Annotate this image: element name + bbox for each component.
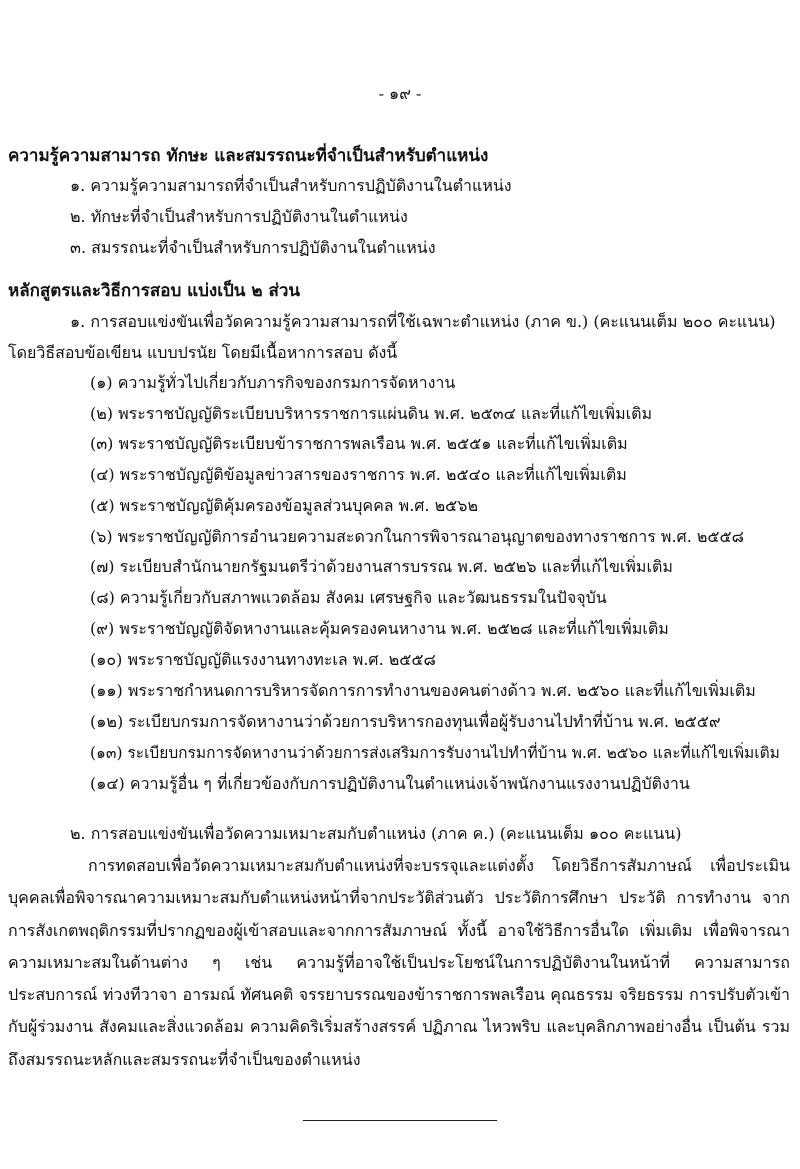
exam-part1-title: ๑. การสอบแข่งขันเพื่อวัดความรู้ความสามารถที่ใช้เฉพาะตำแหน่ง (ภาค ข.) (คะแนนเต็ม ๒๐๐ คะแนน)	[70, 312, 776, 331]
section-heading-competencies: ความรู้ความสามารถ ทักษะ และสมรรถนะที่จำเป็นสำหรับตำแหน่ง	[8, 146, 489, 166]
competency-item: ๒. ทักษะที่จำเป็นสำหรับการปฏิบัติงานในตำแหน่ง	[70, 207, 408, 226]
exam-topic: (๕) พระราชบัญญัติคุ้มครองข้อมูลส่วนบุคคล พ.ศ. ๒๕๖๒	[90, 496, 478, 515]
exam-topic: (๑๓) ระเบียบกรมการจัดหางานว่าด้วยการส่งเสริมการรับงานไปทำที่บ้าน พ.ศ. ๒๕๖๐ และที่แก้ไขเพิ่มเติม	[90, 744, 780, 762]
exam-topic: (๑๔) ความรู้อื่น ๆ ที่เกี่ยวข้องกับการปฏิบัติงานในตำแหน่งเจ้าพนักงานแรงงานปฏิบัติงาน	[90, 774, 690, 793]
exam-topic: (๖) พระราชบัญญัติการอำนวยความสะดวกในการพิจารณาอนุญาตของทางราชการ พ.ศ. ๒๕๕๘	[90, 527, 744, 546]
competency-item: ๑. ความรู้ความสามารถที่จำเป็นสำหรับการปฏิบัติงานในตำแหน่ง	[70, 176, 512, 195]
section-heading-exam: หลักสูตรและวิธีการสอบ แบ่งเป็น ๒ ส่วน	[8, 281, 301, 301]
exam-topic: (๗) ระเบียบสำนักนายกรัฐมนตรีว่าด้วยงานสารบรรณ พ.ศ. ๒๕๒๖ และที่แก้ไขเพิ่มเติม	[90, 557, 673, 576]
exam-topic: (๘) ความรู้เกี่ยวกับสภาพแวดล้อม สังคม เศรษฐกิจ และวัฒนธรรมในปัจจุบัน	[90, 588, 607, 607]
end-divider	[303, 1120, 497, 1121]
exam-part1-method: โดยวิธีสอบข้อเขียน แบบปรนัย โดยมีเนื้อหาการสอบ ดังนี้	[8, 343, 398, 362]
page-number: - ๑๙ -	[378, 84, 422, 103]
exam-topic: (๑๒) ระเบียบกรมการจัดหางานว่าด้วยการบริหารกองทุนเพื่อผู้รับงานไปทำที่บ้าน พ.ศ. ๒๕๕๙	[90, 712, 721, 731]
exam-topic: (๑) ความรู้ทั่วไปเกี่ยวกับภารกิจของกรมการจัดหางาน	[90, 373, 456, 392]
exam-topic: (๑๐) พระราชบัญญัติแรงงานทางทะเล พ.ศ. ๒๕๕๘	[90, 650, 436, 669]
exam-topic: (๙) พระราชบัญญัติจัดหางานและคุ้มครองคนหางาน พ.ศ. ๒๕๒๘ และที่แก้ไขเพิ่มเติม	[90, 619, 669, 638]
exam-part2-paragraph: การทดสอบเพื่อวัดความเหมาะสมกับตำแหน่งที่จะบรรจุและแต่งตั้ง โดยวิธีการสัมภาษณ์ เพื่อประเมินบุคคลเพื่อพิจารณาความเหมาะสมกับตำแหน่งหน้าที่จากประวัติส่วนตัว ประวัติการศึกษา ประวัติ การทำงาน จากการสังเกตพฤติกรรมที่ปรากฏของผู้เข้าสอบและจากการสัมภาษณ์ ทั้งนี้ อาจใช้วิธีการอื่นใด เพิ่มเติม เพื่อพิจารณาความเหมาะสมในด้านต่าง ๆ เช่น ความรู้ที่อาจใช้เป็นประโยชน์ในการปฏิบัติงานในหน้าที่ ความสามารถ ประสบการณ์ ท่วงทีวาจา อารมณ์ ทัศนคติ จรรยาบรรณของข้าราชการพลเรือน คุณธรรม จริยธรรม การปรับตัวเข้ากับผู้ร่วมงาน สังคมและสิ่งแวดล้อม ความคิดริเริ่มสร้างสรรค์ ปฏิภาณ ไหวพริบ และบุคลิกภาพอย่างอื่น เป็นต้น รวมถึงสมรรถนะหลักและสมรรถนะที่จำเป็นของตำแหน่ง	[8, 856, 790, 1069]
exam-topic: (๓) พระราชบัญญัติระเบียบข้าราชการพลเรือน พ.ศ. ๒๕๕๑ และที่แก้ไขเพิ่มเติม	[90, 434, 628, 453]
exam-topic: (๔) พระราชบัญญัติข้อมูลข่าวสารของราชการ พ.ศ. ๒๕๔๐ และที่แก้ไขเพิ่มเติม	[90, 465, 627, 484]
competency-item: ๓. สมรรถนะที่จำเป็นสำหรับการปฏิบัติงานในตำแหน่ง	[70, 238, 436, 257]
exam-topic: (๑๑) พระราชกำหนดการบริหารจัดการการทำงานของคนต่างด้าว พ.ศ. ๒๕๖๐ และที่แก้ไขเพิ่มเติม	[90, 681, 756, 700]
exam-topic: (๒) พระราชบัญญัติระเบียบบริหารราชการแผ่นดิน พ.ศ. ๒๕๓๔ และที่แก้ไขเพิ่มเติม	[90, 404, 653, 423]
exam-part2-title: ๒. การสอบแข่งขันเพื่อวัดความเหมาะสมกับตำแหน่ง (ภาค ค.) (คะแนนเต็ม ๑๐๐ คะแนน)	[70, 824, 682, 843]
